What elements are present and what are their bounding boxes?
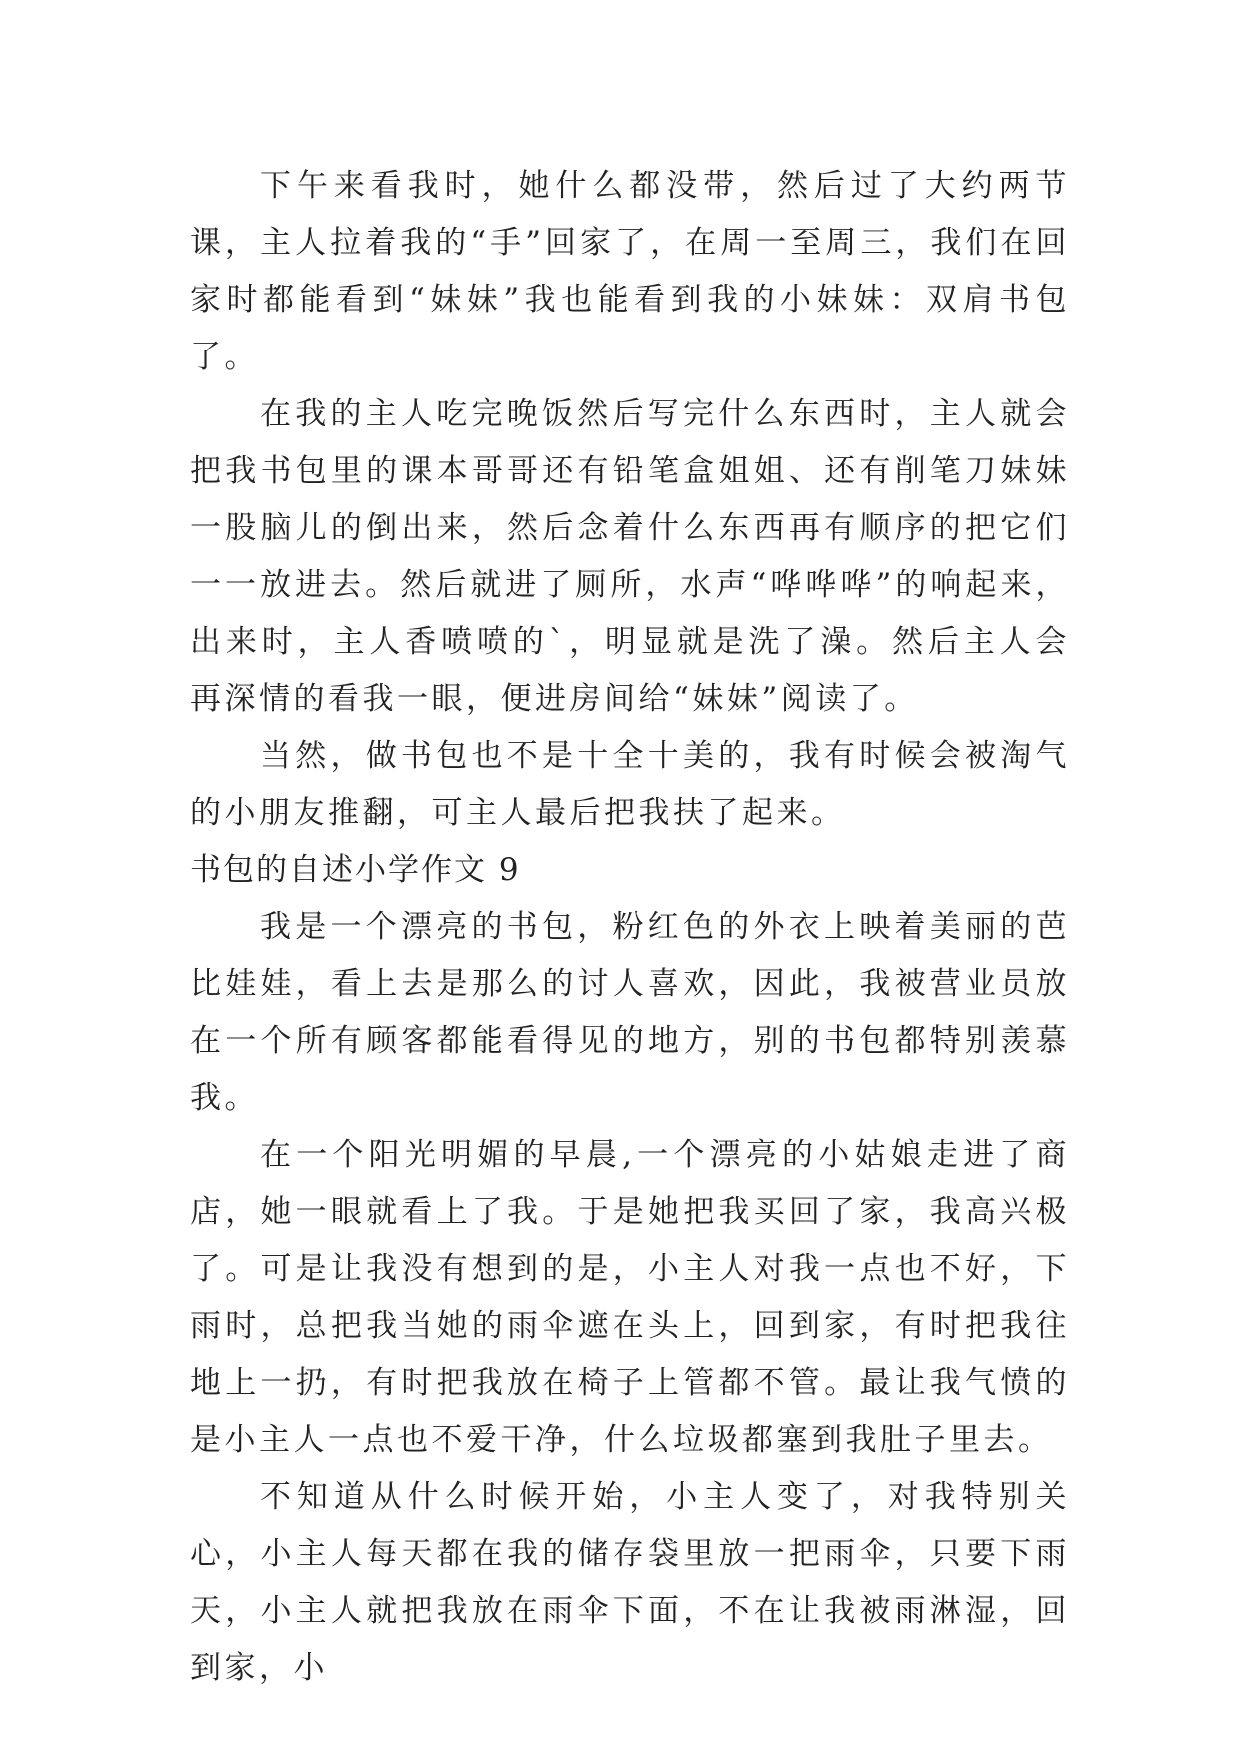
paragraph: 下午来看我时，她什么都没带，然后过了大约两节课，主人拉着我的“手”回家了，在周一至周三，我们在回家时都能看到“妹妹”我也能看到我的小妹妹：双肩书包了。	[190, 168, 1070, 375]
paragraph: 在一个阳光明媚的早晨,一个漂亮的小姑娘走进了商店，她一眼就看上了我。于是她把我买回了家，我高兴极了。可是让我没有想到的是，小主人对我一点也不好，下雨时，总把我当她的雨伞遮在头上，回到家，有时把我往地上一扔，有时把我放在椅子上管都不管。最让我气愤的是小主人一点也不爱干净，什么垃圾都塞到我肚子里去。	[190, 1137, 1070, 1458]
paragraph: 不知道从什么时候开始，小主人变了，对我特别关心，小主人每天都在我的储存袋里放一把雨伞，只要下雨天，小主人就把我放在雨伞下面，不在让我被雨淋湿，回到家，小	[190, 1479, 1070, 1686]
paragraph: 当然，做书包也不是十全十美的，我有时候会被淘气的小朋友推翻，可主人最后把我扶了起来。	[190, 738, 1070, 831]
section-heading: 书包的自述小学作文 9	[190, 852, 521, 888]
document-body	[190, 158, 1070, 1697]
paragraph: 我是一个漂亮的书包，粉红色的外衣上映着美丽的芭比娃娃，看上去是那么的讨人喜欢，因此，我被营业员放在一个所有顾客都能看得见的地方，别的书包都特别羡慕我。	[190, 909, 1070, 1116]
paragraph: 在我的主人吃完晚饭然后写完什么东西时，主人就会把我书包里的课本哥哥还有铅笔盒姐姐、还有削笔刀妹妹一股脑儿的倒出来，然后念着什么东西再有顺序的把它们一一放进去。然后就进了厕所，水声“哗哗哗”的响起来，出来时，主人香喷喷的`，明显就是洗了澡。然后主人会再深情的看我一眼，便进房间给“妹妹”阅读了。	[190, 396, 1070, 717]
